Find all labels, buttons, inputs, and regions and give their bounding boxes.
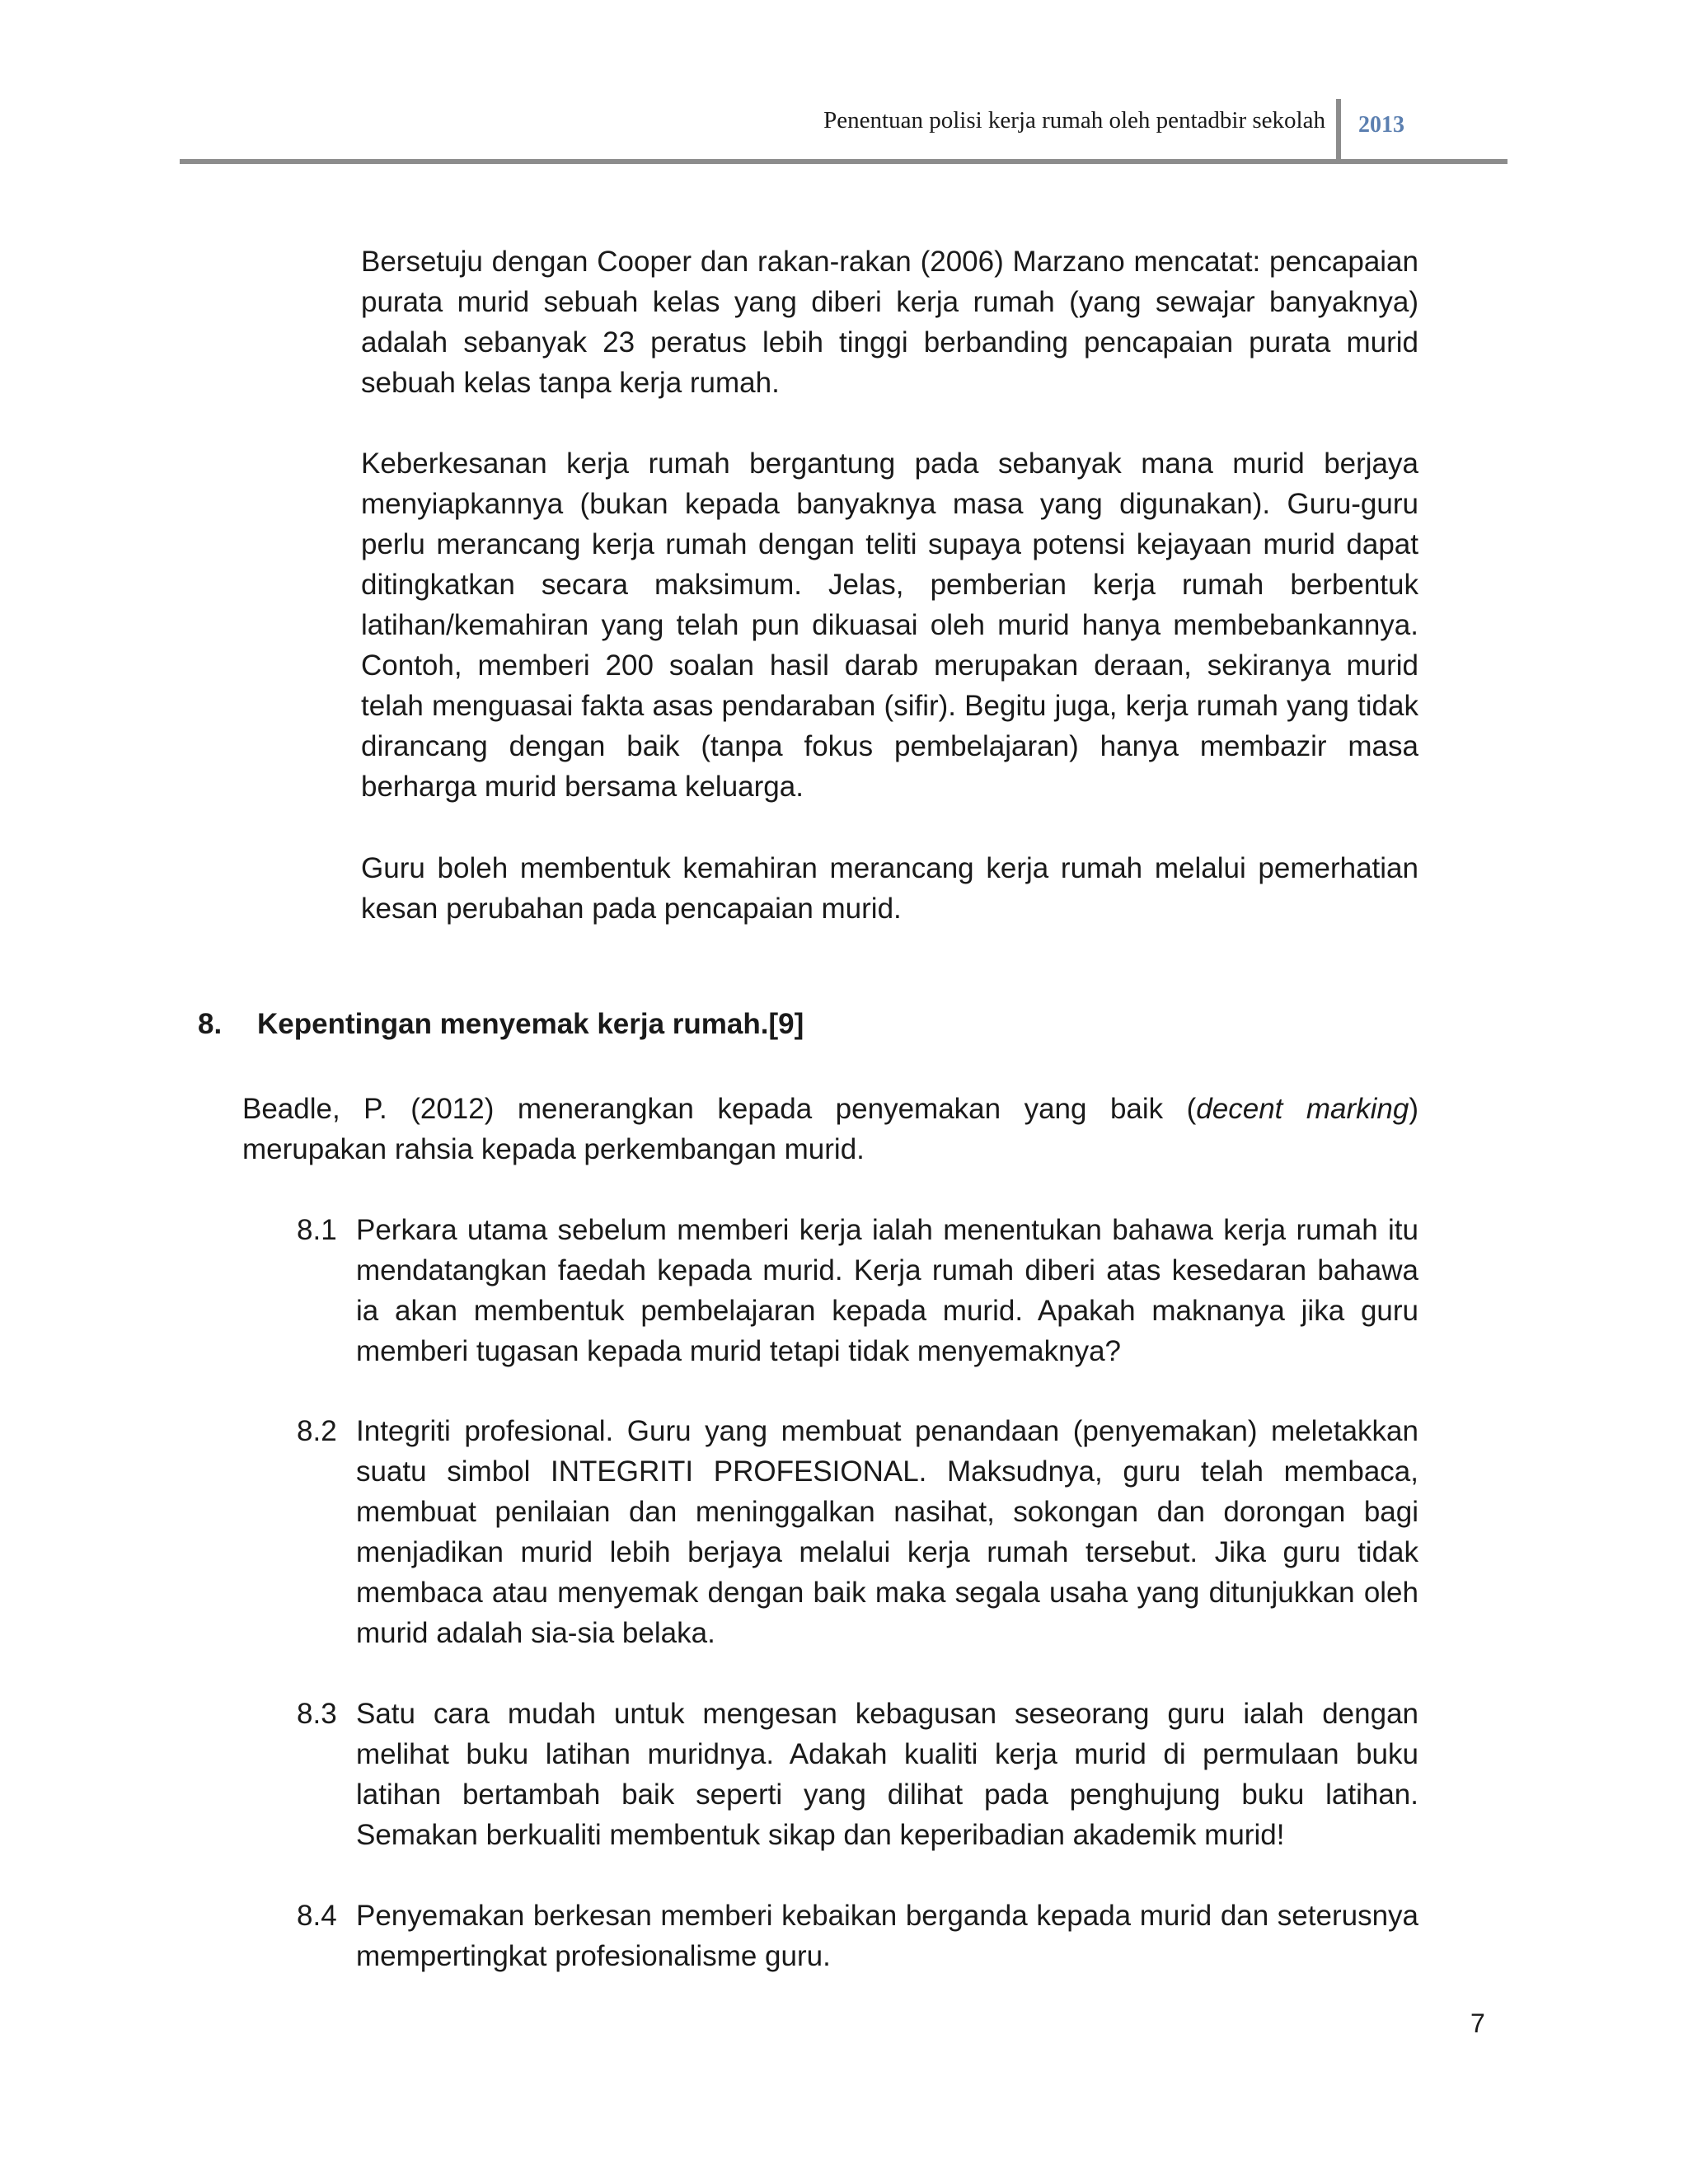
lead-emphasis: decent marking [1196,1093,1409,1125]
list-item-text: Satu cara mudah untuk mengesan kebagusan seseorang guru ialah dengan melihat buku latihan muridnya. Adakah kualiti kerja murid di permulaan buku latihan bertambah baik seperti yang dilihat pada penghujung buku latihan. Semakan berkualiti membentuk sikap dan keperibadian akademik murid! [356,1698,1418,1851]
running-header-year: 2013 [1358,112,1404,138]
paragraph-beadle [242,1089,1418,1169]
list-item-text: Integriti profesional. Guru yang membuat penandaan (penyemakan) meletakkan suatu simbol INTEGRITI PROFESIONAL. Maksudnya, guru telah membaca, membuat penilaian dan meninggalkan nasihat, sokongan dan dorongan bagi menjadikan murid lebih berjaya melalui kerja rumah tersebut. Jika guru tidak membaca atau menyemak dengan baik maka segala usaha yang ditunjukkan oleh murid adalah sia-sia belaka. [356,1415,1418,1649]
section-number: 8. [198,1008,223,1040]
running-header-title: Penentuan polisi kerja rumah oleh pentadbir sekolah [823,107,1325,134]
list-item [297,1411,1418,1653]
paragraph-marzano: Bersetuju dengan Cooper dan rakan-rakan (2006) Marzano mencatat: pencapaian purata murid sebuah kelas yang diberi kerja rumah (yang sewajar banyaknya) adalah sebanyak 23 peratus lebih tinggi berbanding pencapaian purata murid sebuah kelas tanpa kerja rumah. [361,246,1418,399]
page-number: 7 [1470,2008,1485,2038]
paragraph-guru-boleh: Guru boleh membentuk kemahiran merancang kerja rumah melalui pemerhatian kesan perubahan pada pencapaian murid. [361,852,1418,925]
header-rule [180,159,1507,164]
lead-text-before: Beadle, P. (2012) menerangkan kepada penyemakan yang baik ( [242,1093,1197,1125]
list-item-number: 8.1 [297,1214,337,1246]
list-item-text: Perkara utama sebelum memberi kerja ialah menentukan bahawa kerja rumah itu mendatangkan faedah kepada murid. Kerja rumah diberi atas kesedaran bahawa ia akan membentuk pembelajaran kepada murid. Apakah maknanya jika guru memberi tugasan kepada murid tetapi tidak menyemaknya? [356,1214,1418,1367]
section-title: Kepentingan menyemak kerja rumah.[9] [257,1008,804,1040]
list-item-number: 8.4 [297,1900,337,1932]
list-item [297,1694,1418,1855]
section-heading [198,1008,804,1041]
lead-text-after: ) merupakan rahsia kepada perkembangan murid. [242,1093,1418,1165]
header-separator [1336,99,1341,162]
list-item-number: 8.3 [297,1698,337,1730]
list-item [297,1210,1418,1371]
paragraph-keberkesanan: Keberkesanan kerja rumah bergantung pada sebanyak mana murid berjaya menyiapkannya (bukan kepada banyaknya masa yang digunakan). Guru-guru perlu merancang kerja rumah dengan teliti supaya potensi kejayaan murid dapat ditingkatkan secara maksimum. Jelas, pemberian kerja rumah berbentuk latihan/kemahiran yang telah pun dikuasai oleh murid hanya membebankannya. Contoh, memberi 200 soalan hasil darab merupakan deraan, sekiranya murid telah menguasai fakta asas pendaraban (sifir). Begitu juga, kerja rumah yang tidak dirancang dengan baik (tanpa fokus pembelajaran) hanya membazir masa berharga murid bersama keluarga. [361,448,1418,803]
list-item-text: Penyemakan berkesan memberi kebaikan berganda kepada murid dan seterusnya mempertingkat profesionalisme guru. [356,1900,1418,1972]
list-item-number: 8.2 [297,1415,337,1447]
list-item [297,1896,1418,1976]
